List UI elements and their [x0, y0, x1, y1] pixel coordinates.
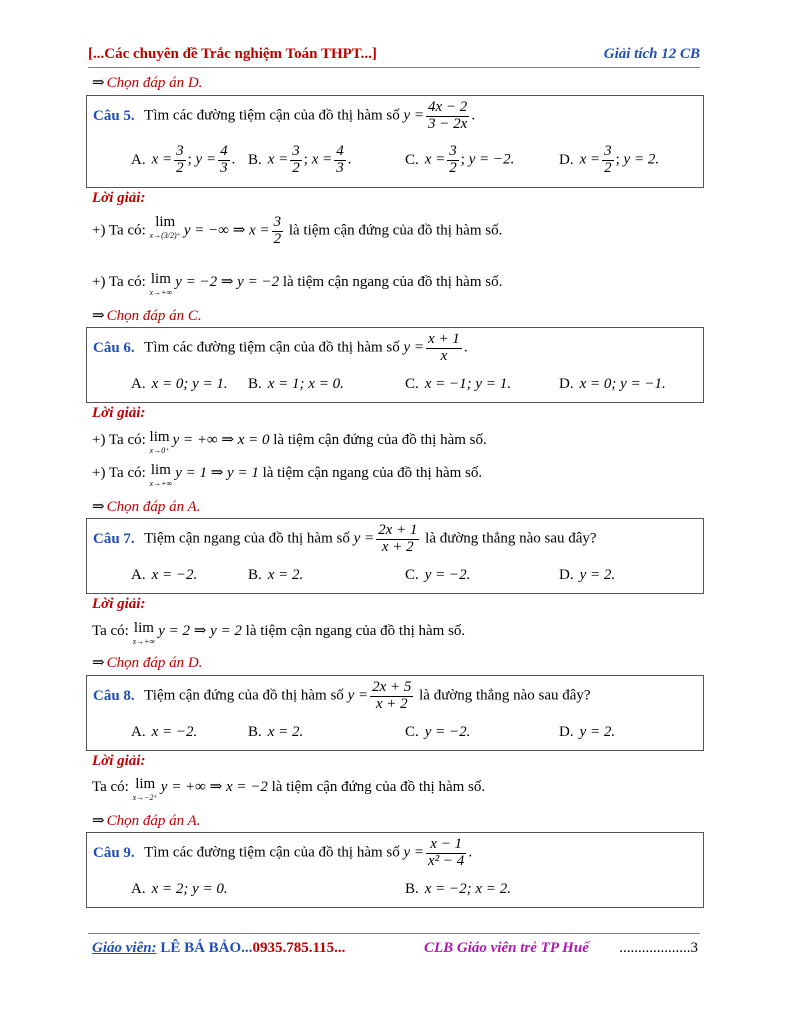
question-5-box	[86, 95, 704, 188]
option-d[interactable]: D. y = 2.	[559, 567, 616, 583]
solution-5-title: Lời giải:	[92, 190, 146, 206]
answer-choice-prev: ⇒ Chọn đáp án D.	[92, 75, 203, 91]
option-b[interactable]: B. x = 2.	[248, 724, 304, 740]
question-6-stem: Câu 6. Tìm các đường tiệm cận của đồ thị hàm số y = $\frac{x + 1}{x}$ .	[93, 331, 468, 364]
question-6-box	[86, 327, 704, 403]
page-header	[88, 46, 700, 68]
option-a[interactable]: A. x = $\frac{3}{2}$ ; y = $\frac{4}{3}$ .	[131, 143, 236, 176]
solution-6-title: Lời giải:	[92, 405, 146, 421]
option-d[interactable]: D. y = 2.	[559, 724, 616, 740]
option-c[interactable]: C. y = −2.	[405, 724, 471, 740]
option-a[interactable]: A. x = 0; y = 1.	[131, 376, 228, 392]
limit-notation: lim x→(3/2)⁺	[149, 214, 181, 240]
question-9-stem: Câu 9. Tìm các đường tiệm cận của đồ thị hàm số y = $\frac{x - 1}{\text{x² − 4}}$ .	[93, 836, 473, 869]
solution-8-title: Lời giải:	[92, 753, 146, 769]
function-fraction: $\frac{4x - 2}{3 - 2x}$	[428, 99, 468, 132]
page-footer	[92, 940, 698, 962]
footer-teacher-name: LÊ BÁ BẢO...	[160, 940, 253, 956]
option-c[interactable]: C. x = $\frac{3}{2}$ ; y = −2.	[405, 143, 515, 176]
option-c[interactable]: C. x = −1; y = 1.	[405, 376, 511, 392]
option-b[interactable]: B. x = 2.	[248, 567, 304, 583]
option-a[interactable]: A. x = 2; y = 0.	[131, 881, 228, 897]
question-label: Câu 5.	[93, 107, 135, 124]
solution-6-line-1: +) Ta có: lim x→0⁺ y = +∞ ⇒ x = 0 là tiệm cận đứng của đồ thị hàm số.	[92, 429, 487, 455]
footer-teacher-label: Giáo viên:	[92, 940, 157, 956]
option-d[interactable]: D. x = 0; y = −1.	[559, 376, 666, 392]
question-9-box	[86, 832, 704, 908]
answer-choice-6: ⇒ Chọn đáp án A.	[92, 499, 201, 515]
solution-7-line-1: Ta có: lim x→+∞ y = 2 ⇒ y = 2 là tiệm cận ngang của đồ thị hàm số.	[92, 620, 466, 646]
option-c[interactable]: C. y = −2.	[405, 567, 471, 583]
answer-choice-5: ⇒ Chọn đáp án C.	[92, 308, 202, 324]
answer-choice-8: ⇒ Chọn đáp án A.	[92, 813, 201, 829]
answer-choice-7: ⇒ Chọn đáp án D.	[92, 655, 203, 671]
question-text: Tìm các đường tiệm cận của đồ thị hàm số	[144, 107, 400, 124]
question-8-stem: Câu 8. Tiệm cận đứng của đồ thị hàm số y = $\frac{2x + 5}{x + 2}$ là đường thẳng nào sau đây?	[93, 679, 591, 712]
solution-7-title: Lời giải:	[92, 596, 146, 612]
option-b[interactable]: B. x = $\frac{3}{2}$ ; x = $\frac{4}{3}$ .	[248, 143, 352, 176]
question-7-stem: Câu 7. Tiệm cận ngang của đồ thị hàm số y = $\frac{2x + 1}{x + 2}$ là đường thẳng nào sau đây?	[93, 522, 597, 555]
footer-divider	[88, 933, 700, 934]
option-d[interactable]: D. x = $\frac{3}{2}$ ; y = 2.	[559, 143, 660, 176]
option-b[interactable]: B. x = −2; x = 2.	[405, 881, 511, 897]
solution-8-line-1: Ta có: lim x→−2⁺ y = +∞ ⇒ x = −2 là tiệm cận đứng của đồ thị hàm số.	[92, 776, 486, 802]
footer-phone: 0935.785.115...	[252, 940, 346, 956]
solution-5-line-2: +) Ta có: lim x→+∞ y = −2 ⇒ y = −2 là tiệm cận ngang của đồ thị hàm số.	[92, 271, 503, 297]
page-number: ...................3	[619, 940, 698, 956]
solution-5-line-1: +) Ta có: lim x→(3/2)⁺ y = −∞ ⇒ x = $\frac{3}{2}$ là tiệm cận đứng của đồ thị hàm số.	[92, 214, 503, 247]
header-subject: Giải tích 12 CB	[603, 46, 700, 62]
question-7-box	[86, 518, 704, 594]
header-divider	[88, 67, 700, 68]
option-a[interactable]: A. x = −2.	[131, 724, 198, 740]
footer-club: CLB Giáo viên trẻ TP Huế	[424, 940, 589, 956]
header-series-title: [...Các chuyên đề Trắc nghiệm Toán THPT...]	[88, 46, 377, 62]
option-a[interactable]: A. x = −2.	[131, 567, 198, 583]
question-8-box	[86, 675, 704, 751]
question-5-stem: Câu 5. Tìm các đường tiệm cận của đồ thị hàm số y = $\frac{4x - 2}{3 - 2x}$ .	[93, 99, 476, 132]
option-b[interactable]: B. x = 1; x = 0.	[248, 376, 344, 392]
solution-6-line-2: +) Ta có: lim x→+∞ y = 1 ⇒ y = 1 là tiệm cận ngang của đồ thị hàm số.	[92, 462, 483, 488]
